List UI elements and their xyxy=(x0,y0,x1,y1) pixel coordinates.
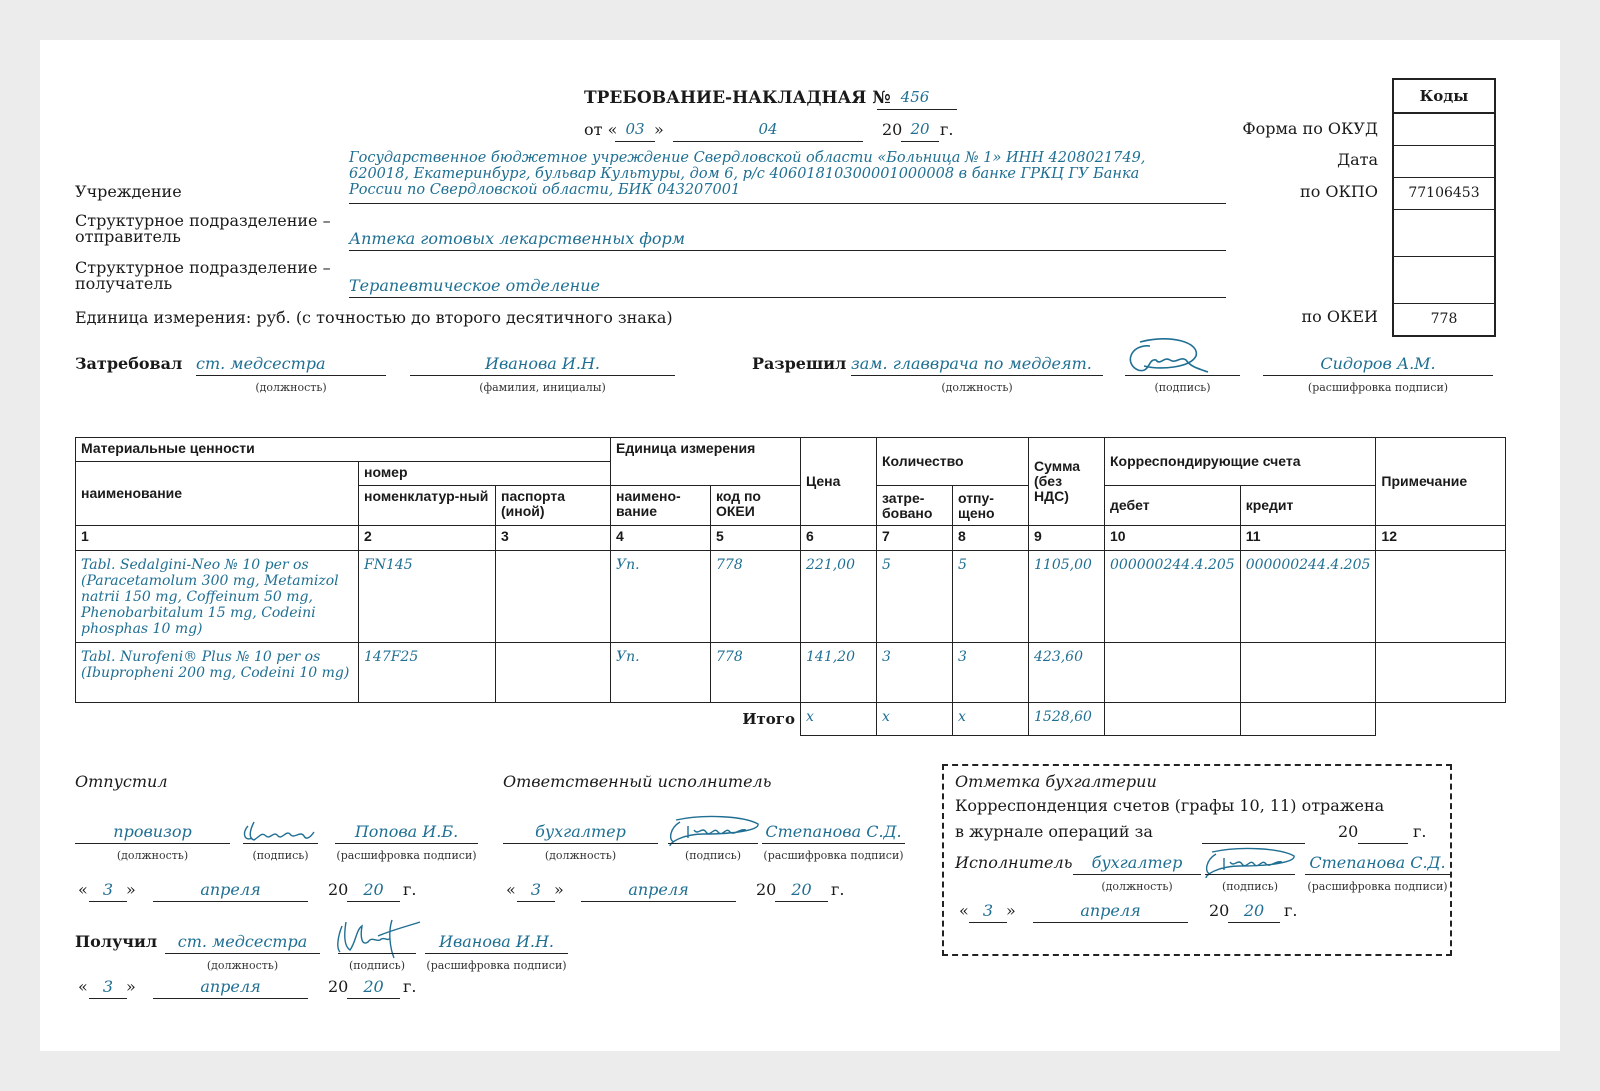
caption-name: (расшифровка подписи) xyxy=(1307,381,1449,394)
institution-label: Учреждение xyxy=(75,182,182,201)
requested-label: Затребовал xyxy=(75,354,183,373)
approved-name[interactable]: Сидоров А.М. xyxy=(1320,354,1436,373)
total-qty-released: x xyxy=(953,703,1029,736)
header-passport: паспорта (иной) xyxy=(496,486,611,526)
caption-position: (должность) xyxy=(544,849,617,862)
released-day[interactable]: 3 xyxy=(102,880,114,899)
released-name[interactable]: Попова И.Б. xyxy=(354,822,459,841)
cell-qty-requested[interactable]: 3 xyxy=(877,643,953,703)
caption-position: (должность) xyxy=(255,381,327,394)
header-price: Цена xyxy=(801,438,877,526)
caption-signature: (подпись) xyxy=(252,849,309,862)
header-debit: дебет xyxy=(1105,486,1241,526)
signature-sidorov-icon xyxy=(1120,336,1210,380)
responsible-day[interactable]: 3 xyxy=(530,880,542,899)
released-label: Отпустил xyxy=(75,772,168,791)
date-prefix: от « xyxy=(584,120,618,139)
received-name[interactable]: Иванова И.Н. xyxy=(439,932,554,951)
quote-close: » xyxy=(1006,901,1016,920)
cell-price[interactable]: 141,20 xyxy=(801,643,877,703)
year-g: г. xyxy=(831,880,845,899)
cell-unit-code[interactable]: 778 xyxy=(711,551,801,643)
accounting-century: 20 xyxy=(1338,822,1359,841)
requested-name[interactable]: Иванова И.Н. xyxy=(485,354,600,373)
code-empty-2[interactable] xyxy=(1394,257,1494,304)
cell-debit[interactable] xyxy=(1105,643,1241,703)
header-qty-released: отпу-щено xyxy=(953,486,1029,526)
quote-open: « xyxy=(959,901,969,920)
received-day[interactable]: 3 xyxy=(102,977,114,996)
code-okud[interactable] xyxy=(1394,114,1494,146)
cell-credit[interactable] xyxy=(1240,643,1376,703)
year-g: г. xyxy=(403,880,417,899)
year-g: г. xyxy=(1284,901,1298,920)
col-number: 4 xyxy=(611,526,711,551)
code-okpo[interactable]: 77106453 xyxy=(1394,178,1494,210)
cell-nomenclature[interactable]: 147F25 xyxy=(359,643,496,703)
executor-label: Исполнитель xyxy=(955,853,1073,872)
cell-unit-name[interactable]: Уп. xyxy=(611,643,711,703)
receiver-label xyxy=(75,260,331,292)
header-unit-name: наимено-вание xyxy=(611,486,711,526)
institution-value[interactable] xyxy=(349,150,1145,198)
cell-name[interactable]: Tabl. Nurofeni® Plus № 10 per os (Ibupropheni 200 mg, Codeini 10 mg) xyxy=(76,643,359,703)
quote-open: « xyxy=(78,977,88,996)
cell-debit[interactable]: 000000244.4.205 xyxy=(1105,551,1241,643)
total-credit xyxy=(1240,703,1376,736)
col-number: 6 xyxy=(801,526,877,551)
col-number: 9 xyxy=(1029,526,1105,551)
cell-credit[interactable]: 000000244.4.205 xyxy=(1240,551,1376,643)
year-prefix: 20 xyxy=(882,120,903,139)
label-okei: по ОКЕИ xyxy=(1301,307,1378,326)
cell-qty-released[interactable]: 3 xyxy=(953,643,1029,703)
caption-position: (должность) xyxy=(206,959,279,972)
requested-position[interactable]: ст. медсестра xyxy=(196,354,326,373)
executor-name[interactable]: Степанова С.Д. xyxy=(1309,853,1446,872)
code-empty-1[interactable] xyxy=(1394,210,1494,257)
header-material: Материальные ценности xyxy=(76,438,611,462)
header-note: Примечание xyxy=(1376,438,1506,526)
code-okei[interactable]: 778 xyxy=(1430,311,1458,327)
responsible-position[interactable]: бухгалтер xyxy=(535,822,626,841)
century: 20 xyxy=(756,880,777,899)
codes-box xyxy=(1392,78,1496,337)
year-suffix[interactable]: 20 xyxy=(910,120,930,138)
quote-close: » xyxy=(126,880,136,899)
header-name: наименование xyxy=(76,462,359,526)
header-sum: Сумма (без НДС) xyxy=(1029,438,1105,526)
header-accounts: Корреспондирующие счета xyxy=(1105,438,1376,486)
receiver-label-2: получатель xyxy=(75,274,173,293)
cell-qty-released[interactable]: 5 xyxy=(953,551,1029,643)
total-sum: 1528,60 xyxy=(1029,703,1105,736)
caption-signature: (подпись) xyxy=(1154,381,1211,394)
received-label: Получил xyxy=(75,932,158,951)
cell-unit-name[interactable]: Уп. xyxy=(611,551,711,643)
signature-popova-icon xyxy=(240,818,320,850)
caption-position: (должность) xyxy=(116,849,189,862)
label-okud: Форма по ОКУД xyxy=(1242,119,1378,138)
header-nomenclature: номенклатур-ный xyxy=(359,486,496,526)
cell-note[interactable] xyxy=(1376,643,1506,703)
unit-label: Единица измерения: руб. (с точностью до второго десятичного знака) xyxy=(75,308,673,327)
released-month[interactable]: апреля xyxy=(200,880,261,899)
sender-label-1: Структурное подразделение – xyxy=(75,211,331,230)
caption-name: (фамилия, инициалы) xyxy=(479,381,606,394)
quote-close: » xyxy=(126,977,136,996)
items-table xyxy=(75,437,1506,736)
responsible-label: Ответственный исполнитель xyxy=(503,772,772,791)
cell-sum[interactable]: 423,60 xyxy=(1029,643,1105,703)
approved-position[interactable]: зам. главврача по меддеят. xyxy=(851,354,1092,373)
quote-close: » xyxy=(554,880,564,899)
received-position[interactable]: ст. медсестра xyxy=(177,932,308,951)
form-title: ТРЕБОВАНИЕ-НАКЛАДНАЯ № xyxy=(584,88,891,108)
col-number: 11 xyxy=(1240,526,1376,551)
header-quantity: Количество xyxy=(877,438,1029,486)
cell-qty-requested[interactable]: 5 xyxy=(877,551,953,643)
caption-position: (должность) xyxy=(1101,880,1173,893)
label-date: Дата xyxy=(1337,150,1378,169)
col-number: 8 xyxy=(953,526,1029,551)
sender-label xyxy=(75,213,331,245)
table-row xyxy=(76,643,1506,703)
table-row xyxy=(76,551,1506,643)
cell-nomenclature[interactable]: FN145 xyxy=(359,551,496,643)
journal-year-field[interactable] xyxy=(1358,843,1408,844)
caption-position: (должность) xyxy=(941,381,1013,394)
year-g: г. xyxy=(403,977,417,996)
header-qty-requested: затре-бовано xyxy=(877,486,953,526)
form-number[interactable]: 456 xyxy=(900,88,930,106)
date-close-quote: » xyxy=(654,120,664,139)
responsible-month[interactable]: апреля xyxy=(628,880,689,899)
receiver-value[interactable]: Терапевтическое отделение xyxy=(349,276,600,295)
received-year[interactable]: 20 xyxy=(363,977,384,996)
accounting-title: Отметка бухгалтерии xyxy=(955,772,1157,791)
century: 20 xyxy=(328,880,349,899)
quote-open: « xyxy=(506,880,516,899)
header-unit-code: код по ОКЕИ xyxy=(711,486,801,526)
caption-name: (расшифровка подписи) xyxy=(1307,880,1448,893)
cell-sum[interactable]: 1105,00 xyxy=(1029,551,1105,643)
cell-unit-code[interactable]: 778 xyxy=(711,643,801,703)
cell-name[interactable]: Tabl. Sedalgini-Neo № 10 per os (Paracetamolum 300 mg, Metamizol natrii 150 mg, Coffeinum 50 mg, Phenobarbitalum 15 mg, Codeini phosphas 10 mg) xyxy=(76,551,359,643)
released-year[interactable]: 20 xyxy=(363,880,384,899)
executor-position[interactable]: бухгалтер xyxy=(1091,853,1183,872)
institution-line-2: 620018, Екатеринбург, бульвар Культуры, дом 6, р/с 40601810300001000008 в банке ГРКЦ ГУ Банка xyxy=(349,166,1140,182)
responsible-name[interactable]: Степанова С.Д. xyxy=(765,822,902,841)
signature-ivanova-icon xyxy=(332,912,422,962)
receiver-label-1: Структурное подразделение – xyxy=(75,258,331,277)
century: 20 xyxy=(328,977,349,996)
accounting-line-1: Корреспонденция счетов (графы 10, 11) отражена xyxy=(955,796,1385,815)
cell-passport[interactable] xyxy=(496,551,611,643)
executor-year[interactable]: 20 xyxy=(1243,901,1265,920)
cell-price[interactable]: 221,00 xyxy=(801,551,877,643)
released-position[interactable]: провизор xyxy=(113,822,192,841)
col-number: 7 xyxy=(877,526,953,551)
institution-line-3: России по Свердловской области, БИК 043207001 xyxy=(349,182,741,198)
caption-signature: (подпись) xyxy=(1221,880,1279,893)
date-day[interactable]: 03 xyxy=(625,120,645,138)
approved-label: Разрешил xyxy=(752,354,847,373)
caption-signature: (подпись) xyxy=(348,959,406,972)
responsible-year[interactable]: 20 xyxy=(791,880,812,899)
quote-open: « xyxy=(78,880,88,899)
code-date[interactable] xyxy=(1394,146,1494,178)
total-debit xyxy=(1105,703,1241,736)
codes-title: Коды xyxy=(1394,80,1494,114)
caption-signature: (подпись) xyxy=(684,849,742,862)
caption-name: (расшифровка подписи) xyxy=(763,849,904,862)
total-price: x xyxy=(801,703,877,736)
col-number: 12 xyxy=(1376,526,1506,551)
total-label: Итого xyxy=(742,709,795,728)
caption-name: (расшифровка подписи) xyxy=(336,849,477,862)
col-number: 2 xyxy=(359,526,496,551)
executor-day[interactable]: 3 xyxy=(982,901,994,920)
sender-value[interactable]: Аптека готовых лекарственных форм xyxy=(349,229,686,248)
executor-month[interactable]: апреля xyxy=(1080,901,1141,920)
requisition-invoice-form xyxy=(40,40,1560,1051)
institution-line-1: Государственное бюджетное учреждение Свердловской области «Больница № 1» ИНН 4208021749, xyxy=(349,150,1146,166)
total-row xyxy=(76,703,1506,736)
sender-label-2: отправитель xyxy=(75,227,181,246)
col-number: 1 xyxy=(76,526,359,551)
header-number: номер xyxy=(359,462,611,486)
column-numbers-row xyxy=(76,526,1506,551)
accounting-line-2: в журнале операций за xyxy=(955,822,1153,841)
accounting-g: г. xyxy=(1413,822,1427,841)
cell-note[interactable] xyxy=(1376,551,1506,643)
col-number: 10 xyxy=(1105,526,1241,551)
caption-name: (расшифровка подписи) xyxy=(426,959,567,972)
date-month[interactable]: 04 xyxy=(758,120,778,138)
label-okpo: по ОКПО xyxy=(1300,182,1378,201)
year-g: г. xyxy=(940,120,954,139)
received-month[interactable]: апреля xyxy=(200,977,261,996)
cell-passport[interactable] xyxy=(496,643,611,703)
century: 20 xyxy=(1209,901,1230,920)
col-number: 5 xyxy=(711,526,801,551)
header-credit: кредит xyxy=(1240,486,1376,526)
total-qty-requested: x xyxy=(877,703,953,736)
col-number: 3 xyxy=(496,526,611,551)
header-unit: Единица измерения xyxy=(611,438,801,486)
